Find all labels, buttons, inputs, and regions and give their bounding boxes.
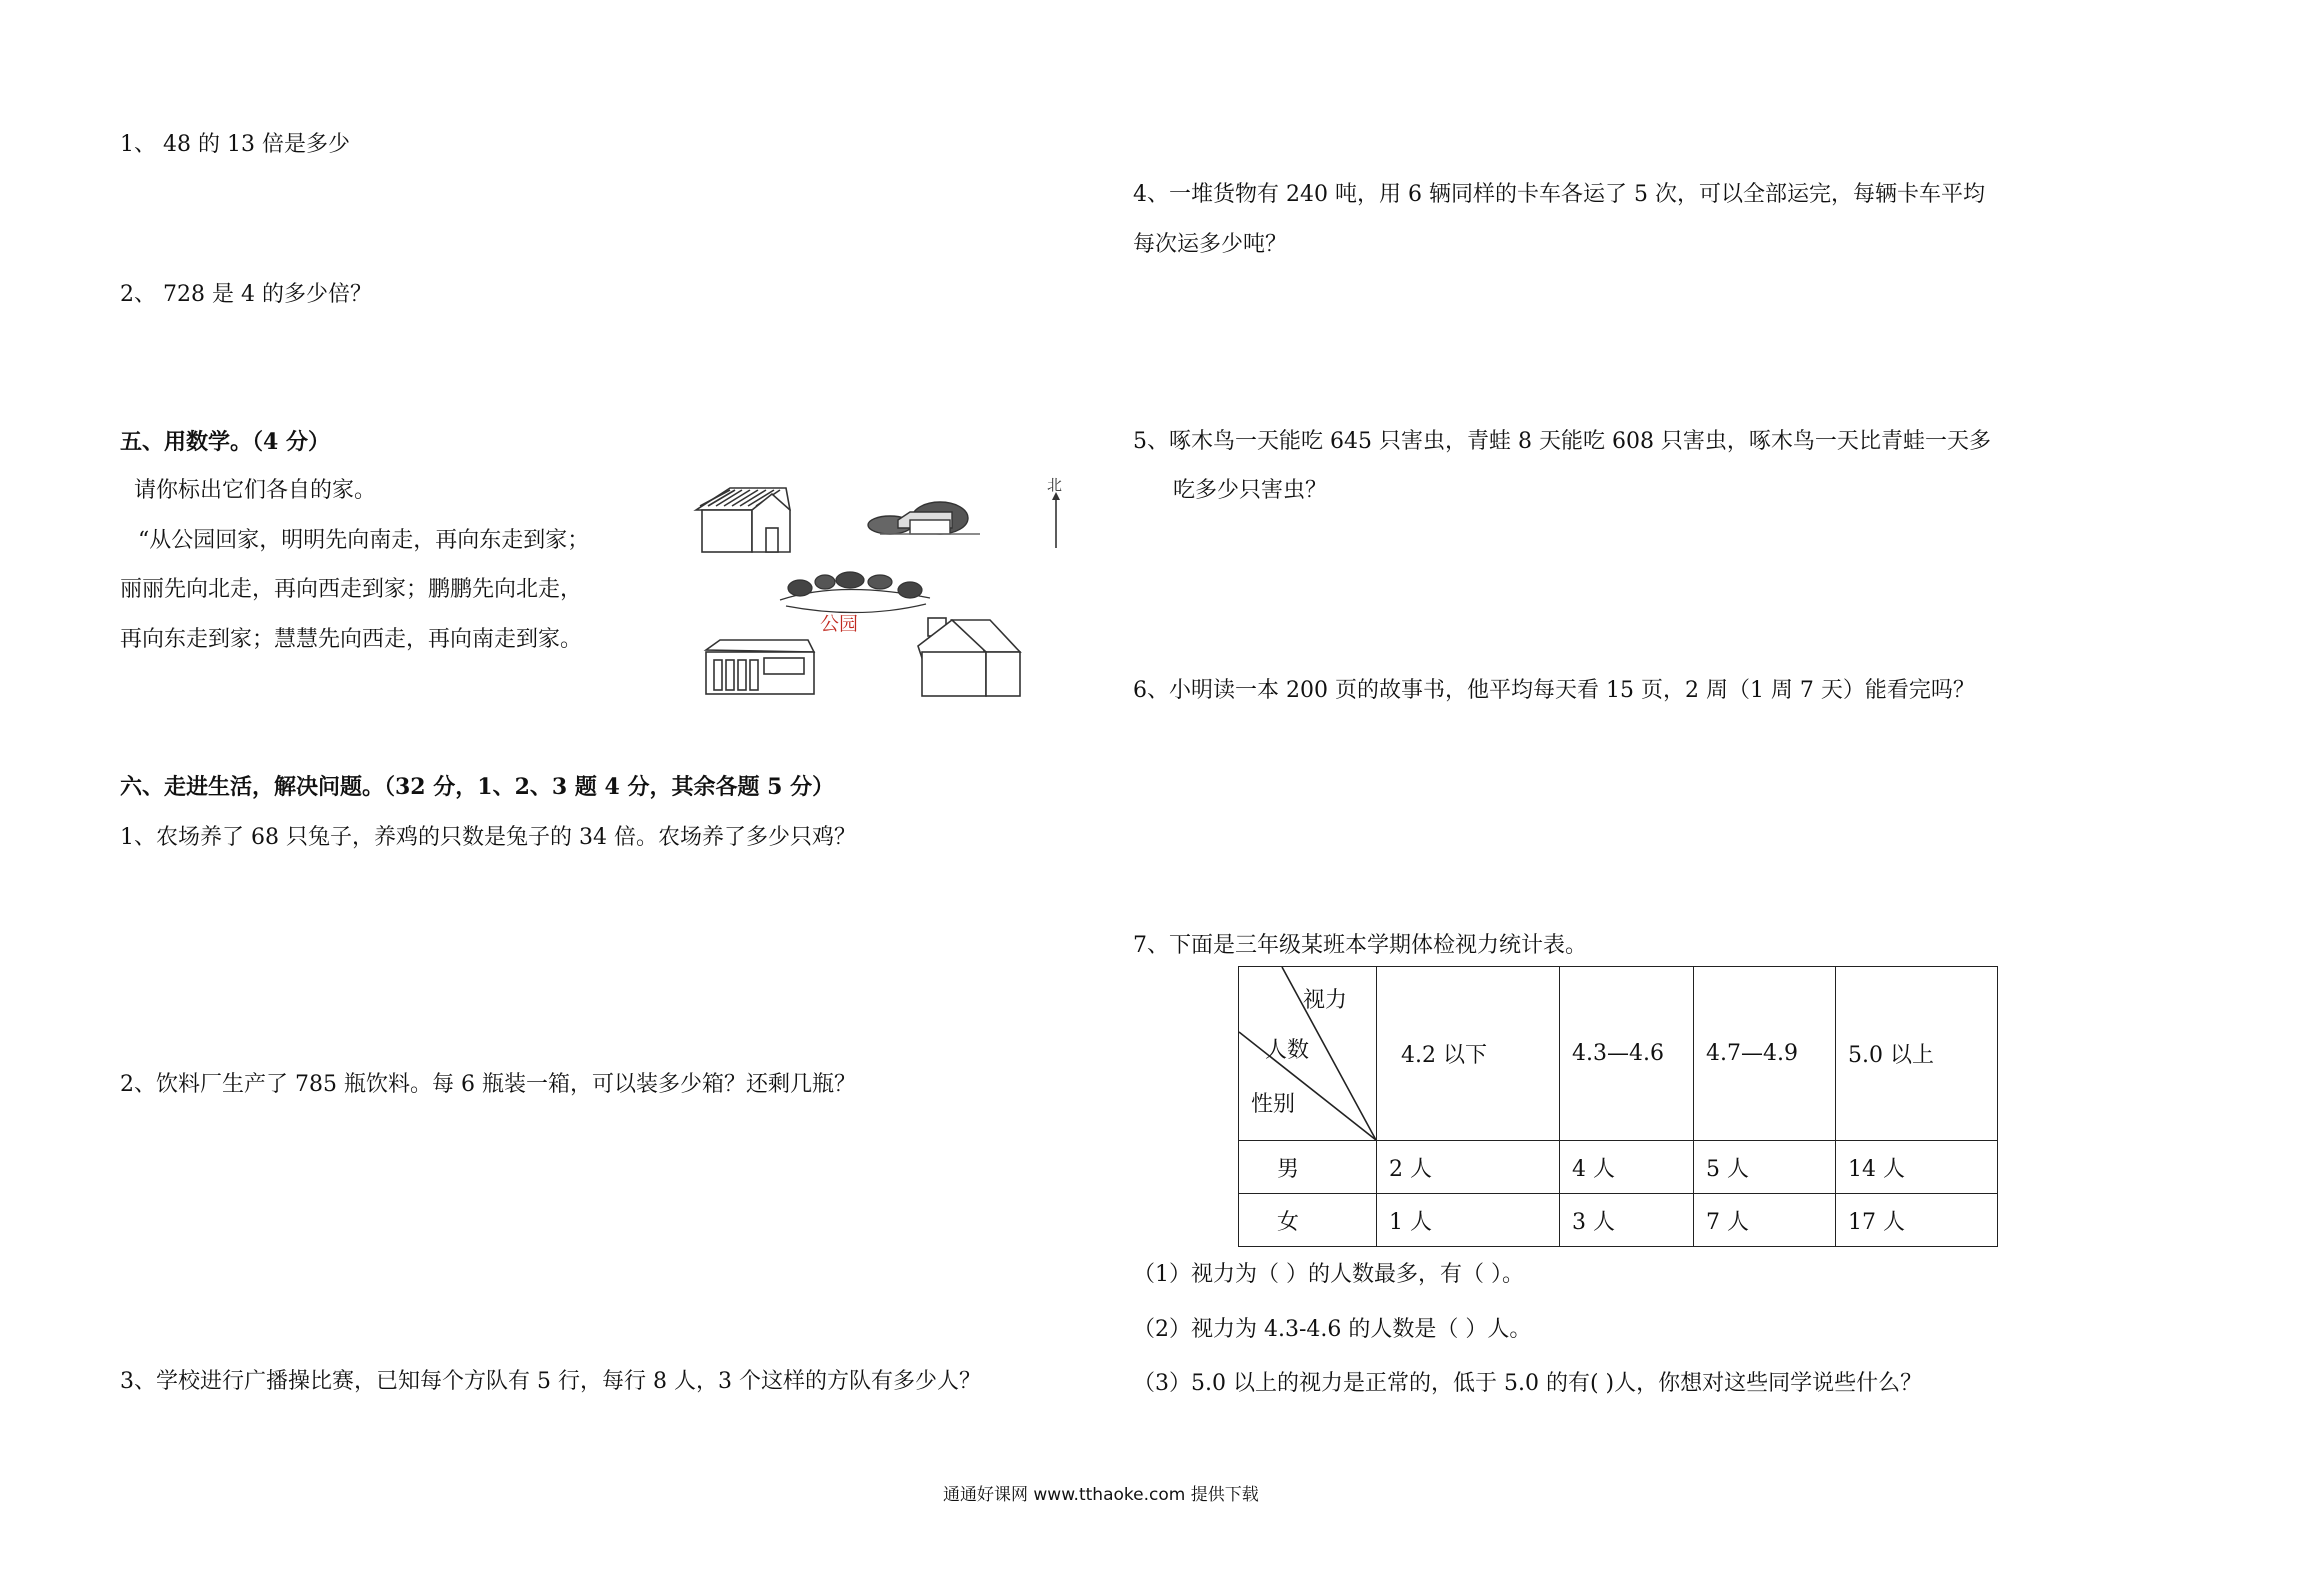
table-cell: 7 人 [1694, 1194, 1836, 1247]
question-6-4-line-1: 4、一堆货物有 240 吨，用 6 辆同样的卡车各运了 5 次，可以全部运完，每辆卡车平均 [1133, 182, 1985, 207]
north-arrow-icon [1052, 492, 1060, 548]
question-4-2: 2、 728 是 4 的多少倍？ [120, 282, 372, 307]
section-5-text-line-2: 丽丽先向北走，再向西走到家；鹏鹏先向北走， [120, 577, 583, 602]
section-5-intro: 请你标出它们各自的家。 [134, 478, 377, 503]
table-header-cell: 4.7—4.9 [1694, 967, 1836, 1141]
table-cell: 5 人 [1694, 1141, 1836, 1194]
section-6-question-3: 3、学校进行广播操比赛，已知每个方队有 5 行，每行 8 人，3 个这样的方队有多少人？ [120, 1369, 981, 1394]
house-icon-top-right [868, 502, 980, 534]
building-icon-bottom-left [706, 640, 814, 694]
section-6-question-2: 2、饮料厂生产了 785 瓶饮料。每 6 瓶装一箱，可以装多少箱？还剩几瓶？ [120, 1072, 856, 1097]
question-7-sub-3: （3）5.0 以上的视力是正常的，低于 5.0 的有( )人，你想对这些同学说些什么？ [1133, 1371, 1923, 1396]
table-row-label: 男 [1239, 1141, 1377, 1194]
table-corner-cell [1239, 967, 1377, 1141]
question-6-7: 7、下面是三年级某班本学期体检视力统计表。 [1133, 933, 1587, 958]
house-icon-bottom-right [918, 618, 1020, 696]
section-5-text-line-3: 再向东走到家；慧慧先向西走，再向南走到家。 [120, 627, 583, 652]
question-6-5-line-2: 吃多少只害虫？ [1173, 478, 1328, 503]
table-header-cell: 4.2 以下 [1377, 967, 1560, 1141]
question-7-sub-2: （2）视力为 4.3-4.6 的人数是（ ）人。 [1133, 1317, 1532, 1342]
park-label: 公园 [820, 613, 859, 635]
corner-label-gender: 性别 [1251, 1092, 1296, 1117]
map-illustration [690, 470, 1080, 710]
north-label: 北 [1047, 476, 1063, 494]
question-4-1: 1、 48 的 13 倍是多少 [120, 132, 350, 157]
section-5-text-line-1: “从公园回家，明明先向南走，再向东走到家； [138, 528, 590, 553]
question-6-5-line-1: 5、啄木鸟一天能吃 645 只害虫，青蛙 8 天能吃 608 只害虫，啄木鸟一天比青蛙一天多 [1133, 429, 1991, 454]
table-header-cell: 5.0 以上 [1836, 967, 1998, 1141]
table-cell: 17 人 [1836, 1194, 1998, 1247]
house-icon-top-left [696, 488, 790, 552]
section-6-title: 六、走进生活，解决问题。（32 分，1、2、3 题 4 分，其余各题 5 分） [120, 774, 835, 800]
corner-label-count: 人数 [1265, 1038, 1310, 1063]
section-5-title: 五、用数学。（4 分） [120, 429, 330, 455]
table-row-label: 女 [1239, 1194, 1377, 1247]
park-icon [780, 572, 930, 613]
table-header-cell: 4.3—4.6 [1560, 967, 1694, 1141]
vision-stats-table [1238, 966, 1998, 1247]
table-cell: 4 人 [1560, 1141, 1694, 1194]
question-6-4-line-2: 每次运多少吨？ [1133, 232, 1288, 257]
corner-label-vision: 视力 [1303, 988, 1348, 1013]
table-cell: 2 人 [1377, 1141, 1560, 1194]
table-cell: 3 人 [1560, 1194, 1694, 1247]
table-cell: 1 人 [1377, 1194, 1560, 1247]
section-6-question-1: 1、农场养了 68 只兔子，养鸡的只数是兔子的 34 倍。农场养了多少只鸡？ [120, 825, 856, 850]
question-6-6: 6、小明读一本 200 页的故事书，他平均每天看 15 页，2 周（1 周 7 天）能看完吗？ [1133, 678, 1975, 703]
page-footer: 通通好课网 www.tthaoke.com 提供下载 [943, 1485, 1259, 1505]
question-7-sub-1: （1）视力为（ ）的人数最多，有（ ）。 [1133, 1262, 1524, 1287]
table-cell: 14 人 [1836, 1141, 1998, 1194]
